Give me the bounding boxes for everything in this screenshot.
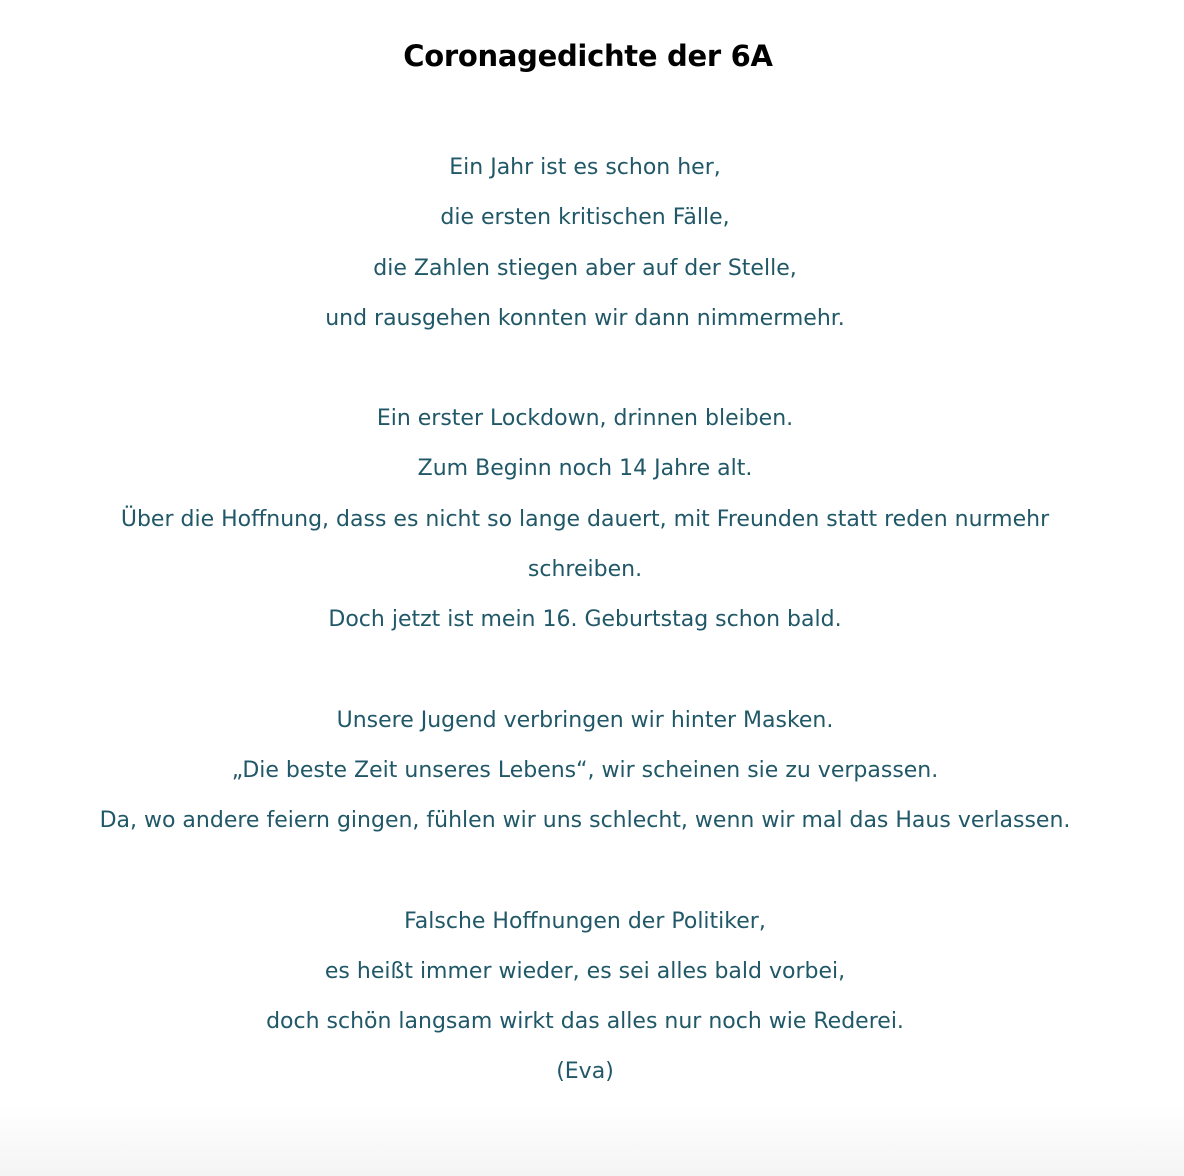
poem-line: „Die beste Zeit unseres Lebens“, wir scheinen sie zu verpassen. — [231, 757, 939, 783]
poem-line: Ein Jahr ist es schon her, — [449, 155, 721, 180]
poem-line: die ersten kritischen Fälle, — [440, 205, 730, 231]
poem-line: Ein erster Lockdown, drinnen bleiben. — [376, 406, 794, 432]
stanza-2 — [0, 394, 1170, 645]
document-title: Coronagedichte der 6A — [403, 39, 773, 73]
poem-line: die Zahlen stiegen aber auf der Stelle, — [373, 255, 797, 281]
poem-line: schreiben. — [527, 557, 643, 583]
poem-line: es heißt immer wieder, es sei alles bald vorbei, — [324, 958, 846, 984]
stanza-4 — [0, 897, 1170, 1098]
poem-line: doch schön langsam wirkt das alles nur noch wie Rederei. — [266, 1009, 904, 1035]
poem-line: Falsche Hoffnungen der Politiker, — [404, 908, 766, 934]
poem-line: und rausgehen konnten wir dann nimmermehr. — [325, 305, 845, 331]
poem-author: (Eva) — [556, 1059, 614, 1085]
poem-line: Doch jetzt ist mein 16. Geburtstag schon bald. — [328, 607, 842, 633]
poem-line: Unsere Jugend verbringen wir hinter Masken. — [336, 707, 834, 733]
poem-line: Zum Beginn noch 14 Jahre alt. — [417, 456, 753, 482]
poem-line: Über die Hoffnung, dass es nicht so lange dauert, mit Freunden statt reden nurmehr — [120, 506, 1050, 532]
poem — [0, 143, 1170, 1148]
poem-line: Da, wo andere feiern gingen, fühlen wir uns schlecht, wenn wir mal das Haus verlassen. — [99, 808, 1071, 834]
stanza-3 — [0, 696, 1170, 847]
stanza-1 — [0, 143, 1170, 344]
